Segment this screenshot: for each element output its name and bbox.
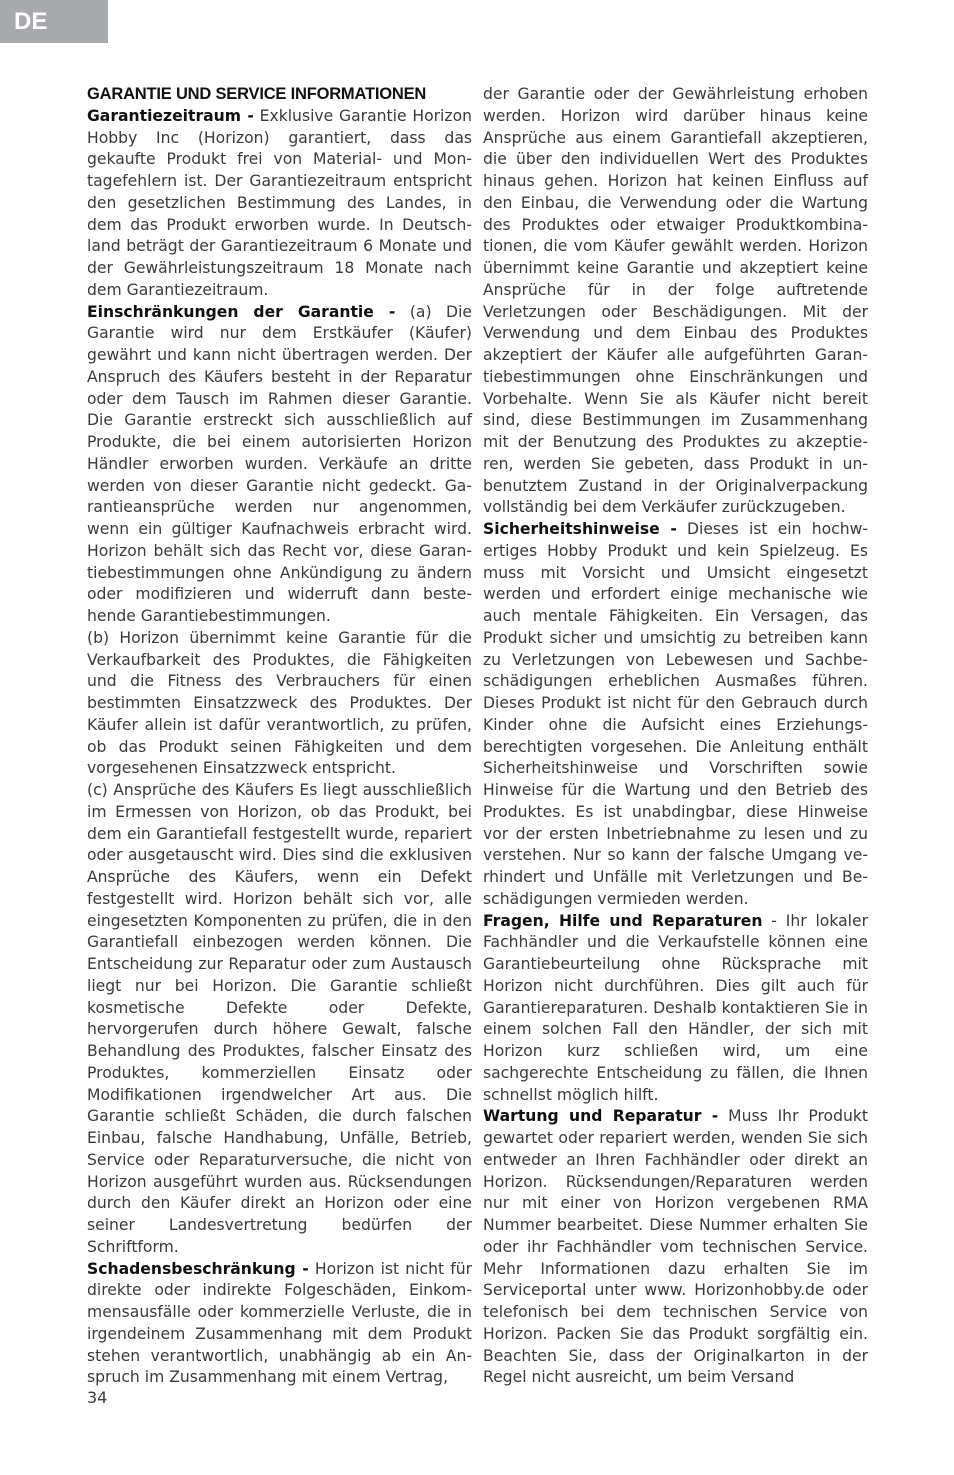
- paragraph-title: Einschränkungen der Garantie -: [87, 302, 396, 321]
- paragraph-text: - Ihr lokaler Fachhändler und die Verkaufstelle können eine Garantiebeurteilung ohne Rücksprache mit Horizon nicht durchführen. Dies gilt auch für Garantiereparaturen. Deshalb kontaktieren Sie in einem solchen Fall den Händler, der sich mit Horizon kurz schließen wird, um eine sachgerechte Entscheidung zu fällen, die Ihnen schnellst möglich hilft.: [483, 911, 868, 1104]
- paragraph-title: Garantiezeitraum -: [87, 106, 254, 125]
- paragraph-fragen: [483, 911, 868, 1107]
- paragraph-garantiezeitraum: [87, 106, 472, 302]
- paragraph-continued: der Garantie oder der Gewährleistung erhoben werden. Horizon wird darüber hinaus keine Ansprüche aus einem Garantiefall akzeptieren, die über den individuellen Wert des Produktes hinaus gehen. Horizon hat keinen Einfluss auf den Einbau, die Verwendung oder die Wartung des Produktes oder etwaiger Produktkombinationen, die vom Käufer gewählt werden. Horizon übernimmt keine Garantie und akzeptiert keine Ansprüche für in der folge auftretende Verletzungen oder Beschädigungen. Mit der Verwendung und dem Einbau des Produktes akzeptiert der Käufer alle aufgeführten Garantiebestimmungen ohne Einschränkungen und Vorbehalte. Wenn Sie als Käufer nicht bereit sind, diese Bestimmungen im Zusammenhang mit der Benutzung des Produktes zu akzeptieren, werden Sie gebeten, dass Produkt in unbenutztem Zustand in der Originalverpackung vollständig bei dem Verkäufer zurückzugeben.: [483, 85, 868, 517]
- paragraph-text: Muss Ihr Produkt gewartet oder repariert werden, wenden Sie sich entweder an Ihren Fachhändler oder direkt an Horizon. Rücksendungen/Reparaturen werden nur mit einer von Horizon vergebenen RMA Nummer bearbeitet. Diese Nummer erhalten Sie oder ihr Fachhändler vom technischen Service. Mehr Informationen dazu erhalten Sie im Serviceportal unter www. Horizonhobby.de oder telefonisch bei dem technischen Service von Horizon. Packen Sie das Produkt sorgfältig ein. Beachten Sie, dass der Originalkarton in der Regel nicht ausreicht, um beim Versand: [483, 1107, 869, 1387]
- paragraph-title: Schadensbeschränkung -: [87, 1259, 309, 1278]
- paragraph-c: (c) Ansprüche des Käufers Es liegt ausschließlich im Ermessen von Horizon, ob das Produkt, bei dem ein Garantiefall festgestellt wurde, repariert oder ausgetauscht wird. Dies sind die exklusiven Ansprüche des Käufers, wenn ein Defekt festgestellt wird. Horizon behält sich vor, alle eingesetzten Komponenten zu prüfen, die in den Garantiefall einbezogen werden können. Die Entscheidung zur Reparatur oder zum Austausch liegt nur bei Horizon. Die Garantie schließt kosmetische Defekte oder Defekte, hervorgerufen durch höhere Gewalt, falsche Behandlung des Produktes, falscher Einsatz des Produktes, kommerziellen Einsatz oder Modifikationen irgendwelcher Art aus. Die Garantie schließt Schäden, die durch falschen Einbau, falsche Handhabung, Unfälle, Betrieb, Service oder Reparaturversuche, die nicht von Horizon ausgeführt wurden aus. Rücksendungen durch den Käufer direkt an Horizon oder eine seiner Landesvertretung bedürfen der Schriftform.: [87, 781, 472, 1256]
- paragraph-text: Exklusive Garantie Horizon Hobby Inc (Horizon) garantiert, dass das gekaufte Produkt frei von Material- und Montagefehlern ist. Der Garantiezeitraum entspricht den gesetzlichen Bestimmung des Landes, in dem das Produkt erworben wurde. In Deutschland beträgt der Garantiezeitraum 6 Monate und der Gewährleistungszeitraum 18 Monate nach dem Garantiezeitraum.: [87, 106, 472, 299]
- paragraph-title: Sicherheitshinweise -: [483, 520, 677, 538]
- section-heading: GARANTIE UND SERVICE INFORMATIONEN: [87, 85, 427, 103]
- paragraph-text: Horizon ist nicht für direkte oder indirekte Folgeschäden, Einkommensausfälle oder kommerzielle Verluste, die in irgendeinem Zusammenhang mit dem Produkt stehen verantwortlich, unabhängig ab ein Anspruch im Zusammenhang mit einem Vertrag,: [87, 1259, 472, 1387]
- paragraph-title: Wartung und Reparatur -: [483, 1107, 719, 1126]
- page-number: 34: [87, 1388, 108, 1407]
- paragraph-b: (b) Horizon übernimmt keine Garantie für die Verkaufbarkeit des Produktes, die Fähigkeiten und die Fitness des Verbrauchers für einen bestimmten Einsatzzweck des Produktes. Der Käufer allein ist dafür verantwortlich, zu prüfen, ob das Produkt seinen Fähigkeiten und dem vorgesehenen Einsatzzweck entspricht.: [87, 628, 472, 778]
- right-column: [483, 84, 868, 1389]
- paragraph-text: Dieses ist ein hochwertiges Hobby Produkt und kein Spielzeug. Es muss mit Vorsicht und Umsicht eingesetzt werden und erfordert einige mechanische wie auch mentale Fähigkeiten. Ein Versagen, das Produkt sicher und umsichtig zu betreiben kann zu Verletzungen von Lebewesen und Sachbeschädigungen erheblichen Ausmaßes führen. Dieses Produkt ist nicht für den Gebrauch durch Kinder ohne die Aufsicht eines Erziehungsberechtigten vorgesehen. Die Anleitung enthält Sicherheitshinweise und Vorschriften sowie Hinweise für die Wartung und den Betrieb des Produktes. Es ist unabdingbar, diese Hinweise vor der ersten Inbetriebnahme zu lesen und zu verstehen. Nur so kann der falsche Umgang verhindert und Unfälle mit Verletzungen und Beschädigungen vermieden werden.: [483, 520, 868, 908]
- paragraph-text: (a) Die Garantie wird nur dem Erstkäufer (Käufer) gewährt und kann nicht übertragen werden. Der Anspruch des Käufers besteht in der Reparatur oder dem Tausch im Rahmen dieser Garantie. Die Garantie erstreckt sich ausschließlich auf Produkte, die bei einem autorisierten Horizon Händler erworben wurden. Verkäufe an dritte werden von dieser Garantie nicht gedeckt. Garantieansprüche werden nur angenommen, wenn ein gültiger Kaufnachweis erbracht wird. Horizon behält sich das Recht vor, diese Garantiebestimmungen ohne Ankündigung zu ändern oder modifizieren und widerruft dann bestehende Garantiebestimmungen.: [87, 302, 472, 625]
- paragraph-sicherheitshinweise: [483, 519, 868, 911]
- paragraph-wartung: [483, 1106, 868, 1389]
- paragraph-schadensbeschraenkung: [87, 1259, 472, 1390]
- paragraph-title: Fragen, Hilfe und Reparaturen: [483, 911, 763, 930]
- left-column: [87, 84, 472, 1389]
- language-tab: DE: [0, 0, 108, 43]
- paragraph-einschraenkungen: [87, 302, 472, 628]
